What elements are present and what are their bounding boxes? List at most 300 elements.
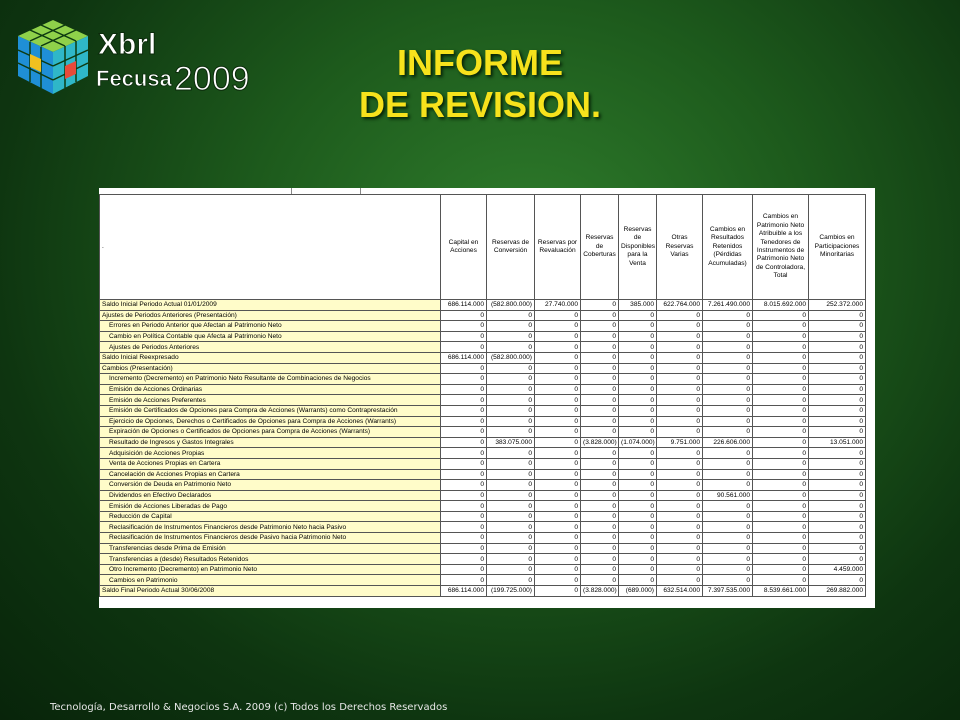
row-label: Saldo Final Periodo Actual 30/06/2008 [100, 586, 441, 597]
value-cell: 0 [535, 575, 581, 586]
value-cell: 0 [487, 342, 535, 353]
table-row [100, 522, 866, 533]
table-row [100, 586, 866, 597]
column-header: Cambios en Participaciones Minoritarias [809, 195, 866, 300]
value-cell: 0 [657, 511, 703, 522]
column-header: Cambios en Patrimonio Neto Atribuible a los Tenedores de Instrumentos de Patrimonio Neto de Controladora, Total [753, 195, 809, 300]
value-cell: 0 [657, 331, 703, 342]
value-cell: 0 [487, 543, 535, 554]
table-row [100, 575, 866, 586]
value-cell: 0 [441, 342, 487, 353]
value-cell: 0 [441, 374, 487, 385]
value-cell: 0 [487, 416, 535, 427]
table-row [100, 310, 866, 321]
value-cell: 686.114.000 [441, 300, 487, 311]
value-cell: 0 [581, 543, 619, 554]
value-cell: 0 [581, 575, 619, 586]
value-cell: 0 [703, 448, 753, 459]
value-cell: 0 [657, 480, 703, 491]
logo-year: 2009 [174, 60, 250, 98]
value-cell: (3.828.000) [581, 586, 619, 597]
value-cell: 385.000 [619, 300, 657, 311]
row-label: Incremento (Decremento) en Patrimonio Neto Resultante de Combinaciones de Negocios [100, 374, 441, 385]
value-cell: 0 [753, 458, 809, 469]
value-cell: 0 [535, 522, 581, 533]
value-cell: 0 [619, 522, 657, 533]
value-cell: 0 [581, 384, 619, 395]
value-cell: 27.740.000 [535, 300, 581, 311]
value-cell: 0 [441, 564, 487, 575]
row-label: Errores en Periodo Anterior que Afectan al Patrimonio Neto [100, 321, 441, 332]
value-cell: 0 [581, 501, 619, 512]
value-cell: 0 [619, 384, 657, 395]
row-label: Ejercicio de Opciones, Derechos o Certificados de Opciones para Compra de Acciones (Warrants) [100, 416, 441, 427]
value-cell: 0 [535, 405, 581, 416]
table-row [100, 501, 866, 512]
value-cell: 9.751.000 [657, 437, 703, 448]
table-row [100, 448, 866, 459]
value-cell: 0 [535, 511, 581, 522]
value-cell: 0 [619, 363, 657, 374]
value-cell: 0 [703, 427, 753, 438]
value-cell: 0 [441, 501, 487, 512]
value-cell: 0 [657, 575, 703, 586]
value-cell: (199.725.000) [487, 586, 535, 597]
value-cell: 0 [487, 575, 535, 586]
value-cell: 0 [809, 310, 866, 321]
value-cell: 0 [753, 321, 809, 332]
value-cell: 0 [657, 416, 703, 427]
value-cell: 0 [809, 501, 866, 512]
value-cell: 226.606.000 [703, 437, 753, 448]
value-cell: 0 [619, 533, 657, 544]
value-cell: 0 [703, 511, 753, 522]
value-cell: 0 [581, 405, 619, 416]
value-cell: 0 [619, 331, 657, 342]
value-cell: 0 [581, 480, 619, 491]
table-row [100, 427, 866, 438]
value-cell: 0 [809, 321, 866, 332]
logo-line1: Xbrl [98, 28, 157, 61]
value-cell: 13.051.000 [809, 437, 866, 448]
spreadsheet-image [99, 188, 875, 608]
value-cell: 90.561.000 [703, 490, 753, 501]
table-row [100, 300, 866, 311]
value-cell: 0 [809, 395, 866, 406]
column-header: Reservas de Coberturas [581, 195, 619, 300]
value-cell: 0 [581, 363, 619, 374]
table-row [100, 458, 866, 469]
row-label: Transferencias desde Prima de Emisión [100, 543, 441, 554]
value-cell: 0 [535, 437, 581, 448]
value-cell: 0 [487, 564, 535, 575]
row-label: Saldo Inicial Periodo Actual 01/01/2009 [100, 300, 441, 311]
value-cell: 0 [753, 416, 809, 427]
value-cell: 0 [657, 533, 703, 544]
value-cell: 0 [487, 384, 535, 395]
row-label: Emisión de Acciones Liberadas de Pago [100, 501, 441, 512]
value-cell: 0 [441, 480, 487, 491]
value-cell: 0 [657, 501, 703, 512]
value-cell: 0 [619, 501, 657, 512]
value-cell: 0 [535, 321, 581, 332]
table-header-row [100, 195, 866, 300]
value-cell: 0 [753, 363, 809, 374]
value-cell: 0 [581, 448, 619, 459]
value-cell: 0 [809, 427, 866, 438]
value-cell: 0 [441, 331, 487, 342]
value-cell: 0 [441, 384, 487, 395]
value-cell: 0 [487, 511, 535, 522]
value-cell: 0 [809, 522, 866, 533]
value-cell: 0 [441, 533, 487, 544]
value-cell: 0 [487, 554, 535, 565]
value-cell: 0 [703, 480, 753, 491]
row-label: Resultado de Ingresos y Gastos Integrales [100, 437, 441, 448]
value-cell: 0 [703, 384, 753, 395]
title-line-1: INFORME [397, 42, 563, 83]
title-line-2: DE REVISION. [358, 84, 602, 125]
value-cell: 0 [753, 522, 809, 533]
value-cell: 0 [703, 331, 753, 342]
value-cell: 0 [703, 469, 753, 480]
row-label: Cambios en Patrimonio [100, 575, 441, 586]
value-cell: 0 [657, 310, 703, 321]
value-cell: 0 [581, 310, 619, 321]
value-cell: 0 [657, 469, 703, 480]
table-row [100, 342, 866, 353]
table-row [100, 405, 866, 416]
value-cell: 0 [809, 554, 866, 565]
value-cell: 0 [753, 427, 809, 438]
value-cell: 0 [487, 363, 535, 374]
value-cell: 0 [703, 522, 753, 533]
value-cell: 0 [535, 564, 581, 575]
value-cell: 0 [581, 300, 619, 311]
value-cell: 0 [619, 480, 657, 491]
value-cell: 0 [581, 342, 619, 353]
value-cell: 4.459.000 [809, 564, 866, 575]
table-row [100, 511, 866, 522]
table-row [100, 490, 866, 501]
value-cell: 0 [657, 321, 703, 332]
row-label: Transferencias a (desde) Resultados Retenidos [100, 554, 441, 565]
value-cell: 0 [441, 575, 487, 586]
value-cell: 0 [703, 533, 753, 544]
value-cell: 0 [703, 352, 753, 363]
value-cell: 0 [657, 384, 703, 395]
value-cell: 7.261.490.000 [703, 300, 753, 311]
value-cell: 0 [619, 342, 657, 353]
table-row [100, 321, 866, 332]
value-cell: 0 [535, 554, 581, 565]
value-cell: 0 [703, 458, 753, 469]
value-cell: 0 [535, 490, 581, 501]
value-cell: 0 [753, 511, 809, 522]
value-cell: 0 [535, 458, 581, 469]
value-cell: (582.800.000) [487, 352, 535, 363]
value-cell: 0 [441, 363, 487, 374]
table-row [100, 480, 866, 491]
value-cell: 0 [535, 533, 581, 544]
value-cell: 0 [809, 352, 866, 363]
value-cell: 0 [703, 310, 753, 321]
value-cell: 7.397.535.000 [703, 586, 753, 597]
value-cell: 0 [441, 511, 487, 522]
column-header: Reservas de Disponibles para la Venta [619, 195, 657, 300]
value-cell: 0 [581, 564, 619, 575]
value-cell: 0 [535, 469, 581, 480]
row-label: Conversión de Deuda en Patrimonio Neto [100, 480, 441, 491]
value-cell: 0 [657, 342, 703, 353]
value-cell: 0 [581, 321, 619, 332]
row-label: Reducción de Capital [100, 511, 441, 522]
value-cell: 0 [581, 490, 619, 501]
value-cell: 0 [809, 575, 866, 586]
value-cell: 0 [703, 374, 753, 385]
value-cell: 0 [809, 448, 866, 459]
value-cell: 0 [581, 533, 619, 544]
row-label: Venta de Acciones Propias en Cartera [100, 458, 441, 469]
value-cell: 0 [441, 395, 487, 406]
value-cell: 0 [619, 458, 657, 469]
value-cell: 0 [487, 533, 535, 544]
value-cell: 0 [809, 342, 866, 353]
value-cell: 0 [657, 458, 703, 469]
value-cell: 0 [619, 543, 657, 554]
value-cell: 0 [753, 469, 809, 480]
value-cell: 0 [657, 352, 703, 363]
value-cell: 0 [809, 511, 866, 522]
value-cell: 8.015.692.000 [753, 300, 809, 311]
value-cell: 0 [581, 511, 619, 522]
value-cell: 0 [619, 469, 657, 480]
value-cell: 0 [441, 405, 487, 416]
value-cell: 0 [441, 458, 487, 469]
table-row [100, 533, 866, 544]
value-cell: 0 [487, 458, 535, 469]
value-cell: 0 [581, 522, 619, 533]
column-header: Reservas por Revaluación [535, 195, 581, 300]
value-cell: 0 [657, 363, 703, 374]
value-cell: 0 [441, 427, 487, 438]
value-cell: 0 [809, 533, 866, 544]
value-cell: 0 [809, 490, 866, 501]
value-cell: 0 [535, 416, 581, 427]
value-cell: 0 [535, 586, 581, 597]
value-cell: 0 [657, 490, 703, 501]
value-cell: 0 [703, 405, 753, 416]
value-cell: 0 [619, 374, 657, 385]
value-cell: 0 [487, 427, 535, 438]
value-cell: 0 [535, 480, 581, 491]
column-header: Capital en Acciones [441, 195, 487, 300]
value-cell: 0 [619, 575, 657, 586]
value-cell: 0 [753, 448, 809, 459]
value-cell: 0 [441, 321, 487, 332]
value-cell: 0 [657, 543, 703, 554]
value-cell: 383.075.000 [487, 437, 535, 448]
value-cell: 0 [619, 427, 657, 438]
value-cell: 0 [535, 543, 581, 554]
value-cell: 0 [753, 480, 809, 491]
value-cell: 0 [809, 384, 866, 395]
table-row [100, 543, 866, 554]
value-cell: 0 [487, 490, 535, 501]
value-cell: (689.000) [619, 586, 657, 597]
value-cell: 0 [703, 363, 753, 374]
value-cell: 0 [753, 533, 809, 544]
table-row [100, 352, 866, 363]
value-cell: 0 [753, 543, 809, 554]
value-cell: 0 [535, 384, 581, 395]
value-cell: 0 [487, 480, 535, 491]
value-cell: 0 [657, 374, 703, 385]
column-header: Cambios en Resultados Retenidos (Pérdidas Acumuladas) [703, 195, 753, 300]
value-cell: 0 [487, 522, 535, 533]
value-cell: 0 [535, 331, 581, 342]
value-cell: 0 [753, 374, 809, 385]
row-label: Ajustes de Periodos Anteriores (Presentación) [100, 310, 441, 321]
value-cell: 0 [753, 331, 809, 342]
table-row [100, 416, 866, 427]
cube-icon [18, 20, 88, 94]
value-cell: 686.114.000 [441, 352, 487, 363]
value-cell: 0 [581, 469, 619, 480]
value-cell: 0 [535, 395, 581, 406]
value-cell: 0 [657, 564, 703, 575]
value-cell: 0 [619, 352, 657, 363]
header-corner: . [100, 195, 441, 300]
value-cell: 0 [487, 395, 535, 406]
value-cell: 0 [703, 564, 753, 575]
column-header: Otras Reservas Varias [657, 195, 703, 300]
row-label: Cambios (Presentación) [100, 363, 441, 374]
value-cell: 0 [487, 469, 535, 480]
row-label: Adquisición de Acciones Propias [100, 448, 441, 459]
xbrl-fecusa-logo [8, 14, 258, 104]
value-cell: 0 [657, 427, 703, 438]
value-cell: 0 [619, 416, 657, 427]
value-cell: 0 [809, 480, 866, 491]
value-cell: 0 [535, 374, 581, 385]
value-cell: 0 [581, 416, 619, 427]
row-label: Emisión de Acciones Ordinarias [100, 384, 441, 395]
value-cell: 0 [441, 416, 487, 427]
value-cell: 0 [535, 342, 581, 353]
value-cell: 0 [581, 331, 619, 342]
value-cell: 0 [753, 384, 809, 395]
value-cell: 0 [535, 352, 581, 363]
column-header: Reservas de Conversión [487, 195, 535, 300]
table-row [100, 384, 866, 395]
value-cell: 0 [535, 310, 581, 321]
value-cell: 0 [657, 522, 703, 533]
value-cell: 0 [657, 554, 703, 565]
row-label: Cambio en Política Contable que Afecta al Patrimonio Neto [100, 331, 441, 342]
value-cell: 0 [619, 405, 657, 416]
row-label: Otro Incremento (Decremento) en Patrimonio Neto [100, 564, 441, 575]
table-row [100, 395, 866, 406]
value-cell: 0 [535, 427, 581, 438]
value-cell: (3.828.000) [581, 437, 619, 448]
value-cell: 0 [441, 543, 487, 554]
value-cell: 622.764.000 [657, 300, 703, 311]
value-cell: 0 [753, 575, 809, 586]
value-cell: 0 [657, 405, 703, 416]
value-cell: 0 [535, 501, 581, 512]
value-cell: 0 [441, 469, 487, 480]
value-cell: 0 [487, 310, 535, 321]
value-cell: 0 [809, 416, 866, 427]
value-cell: 252.372.000 [809, 300, 866, 311]
value-cell: 0 [809, 374, 866, 385]
value-cell: 0 [619, 490, 657, 501]
row-label: Cancelación de Acciones Propias en Cartera [100, 469, 441, 480]
value-cell: 0 [581, 427, 619, 438]
value-cell: 0 [487, 374, 535, 385]
value-cell: 0 [441, 437, 487, 448]
value-cell: 0 [657, 395, 703, 406]
value-cell: 0 [809, 543, 866, 554]
value-cell: 0 [441, 554, 487, 565]
value-cell: (1.074.000) [619, 437, 657, 448]
value-cell: 686.114.000 [441, 586, 487, 597]
value-cell: 0 [753, 554, 809, 565]
value-cell: 0 [703, 416, 753, 427]
value-cell: 632.514.000 [657, 586, 703, 597]
value-cell: 0 [809, 405, 866, 416]
value-cell: 0 [487, 405, 535, 416]
row-label: Reclasificación de Instrumentos Financieros desde Patrimonio Neto hacia Pasivo [100, 522, 441, 533]
value-cell: 0 [753, 490, 809, 501]
page-title [330, 42, 630, 126]
value-cell: 0 [441, 490, 487, 501]
table-row [100, 331, 866, 342]
row-label: Emisión de Acciones Preferentes [100, 395, 441, 406]
value-cell: 0 [441, 448, 487, 459]
table-row [100, 437, 866, 448]
value-cell: 0 [753, 342, 809, 353]
row-label: Expiración de Opciones o Certificados de Opciones para Compra de Acciones (Warrants) [100, 427, 441, 438]
value-cell: 0 [809, 331, 866, 342]
row-label: Reclasificación de Instrumentos Financieros desde Pasivo hacia Patrimonio Neto [100, 533, 441, 544]
value-cell: 0 [753, 395, 809, 406]
value-cell: 0 [809, 469, 866, 480]
row-label: Emisión de Certificados de Opciones para Compra de Acciones (Warrants) como Contraprestación [100, 405, 441, 416]
value-cell: 0 [535, 363, 581, 374]
value-cell: 0 [619, 395, 657, 406]
row-label: Saldo Inicial Reexpresado [100, 352, 441, 363]
value-cell: 0 [619, 448, 657, 459]
value-cell: 0 [619, 554, 657, 565]
table-row [100, 554, 866, 565]
logo-line2: Fecusa [96, 66, 172, 91]
value-cell: 0 [619, 321, 657, 332]
value-cell: 0 [703, 342, 753, 353]
footer-copyright: Tecnología, Desarrollo & Negocios S.A. 2009 (c) Todos los Derechos Reservados [50, 702, 448, 713]
table-row [100, 564, 866, 575]
value-cell: 0 [703, 321, 753, 332]
value-cell: 0 [703, 554, 753, 565]
value-cell: 0 [753, 501, 809, 512]
value-cell: 0 [703, 501, 753, 512]
value-cell: 0 [703, 543, 753, 554]
table-row [100, 469, 866, 480]
value-cell: 0 [487, 501, 535, 512]
table-row [100, 363, 866, 374]
value-cell: 0 [487, 331, 535, 342]
